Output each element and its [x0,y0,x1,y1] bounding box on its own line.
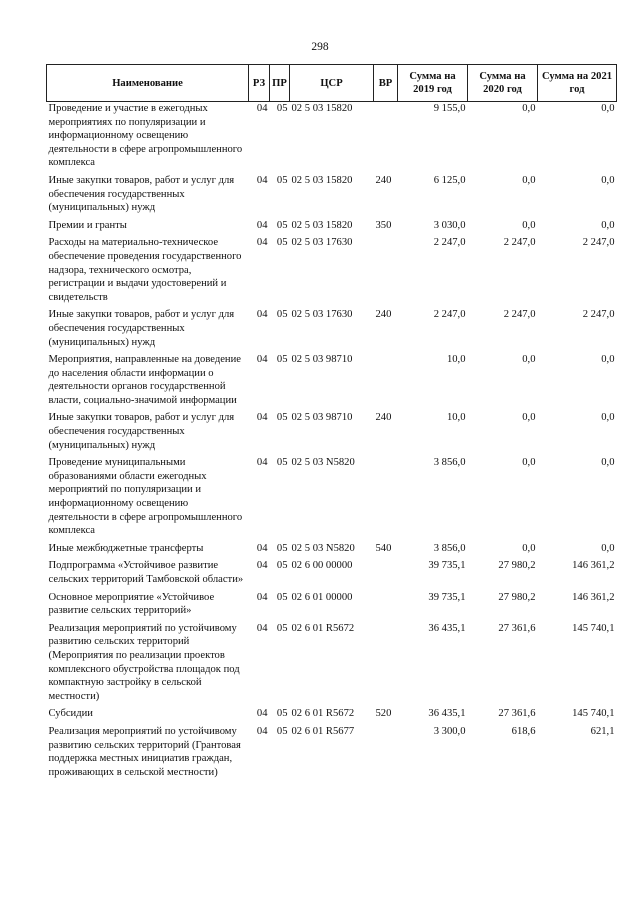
table-row [47,174,617,219]
header-name: Наименование [47,65,249,102]
row-vr [374,102,398,174]
row-name: Расходы на материально-техническое обеспечение проведения государственного надзора, технического осмотра, регистрации и выдачи удостоверений и свидетельств [48,237,242,303]
row-pr: 05 [276,591,288,603]
header-sum-2019: Сумма на 2019 год [398,65,468,102]
row-sum-2020: 0,0 [522,103,536,114]
row-sum-2019: 36 435,1 [428,708,466,720]
row-rz: 04 [256,354,268,366]
row-sum-2021: 0,0 [601,354,615,366]
row-sum-2021: 0,0 [601,174,615,186]
header-csr: ЦСР [290,65,374,102]
row-vr: 350 [375,219,392,231]
header-pr: ПР [270,65,290,102]
row-sum-2020: 27 361,6 [498,622,536,634]
row-pr: 05 [276,412,288,424]
row-name: Иные закупки товаров, работ и услуг для обеспечения государственных (муниципальных) нужд [48,174,235,214]
row-sum-2020: 27 980,2 [498,591,536,603]
row-name: Мероприятия, направленные на доведение до населения области информации о деятельности органов государственной власти, социально-значимой информации [48,354,241,406]
row-csr: 02 6 01 00000 [291,591,353,603]
row-sum-2020: 2 247,0 [503,237,536,249]
row-name: Реализация мероприятий по устойчивому развитию сельских территорий (Мероприятия по реализации проектов комплексного обустройства площадок под компактную застройку в сельской местности) [48,622,240,702]
row-sum-2019: 3 856,0 [433,457,466,469]
row-name: Проведение муниципальными образованиями области ежегодных мероприятий по популяризации и информационному освещению деятельности в сфере агропромышленного комплекса [48,457,243,537]
page-number: 298 [311,41,329,53]
row-rz: 04 [256,622,268,634]
row-sum-2021: 0,0 [601,542,615,554]
row-csr: 02 5 03 98710 [291,354,353,366]
row-pr: 05 [276,622,288,634]
row-sum-2020: 0,0 [522,412,536,424]
row-name: Иные закупки товаров, работ и услуг для обеспечения государственных (муниципальных) нужд [48,309,235,348]
row-rz: 04 [256,591,268,603]
row-csr: 02 5 03 17630 [291,309,353,321]
row-vr: 520 [375,708,392,720]
row-sum-2019: 39 735,1 [428,560,466,572]
row-sum-2021: 146 361,2 [572,560,615,572]
row-csr: 02 6 00 00000 [291,560,353,572]
row-rz: 04 [256,237,268,249]
row-csr: 02 5 03 N5820 [291,457,355,469]
row-rz: 04 [256,309,268,321]
row-rz: 04 [256,174,268,186]
table-row [47,622,617,708]
row-pr: 05 [276,542,288,554]
row-name: Премии и гранты [48,219,127,231]
row-sum-2020: 0,0 [522,174,536,186]
row-vr: 240 [375,174,392,186]
row-name: Основное мероприятие «Устойчивое развитие сельских территорий» [48,591,215,617]
budget-table [46,64,617,783]
row-rz: 04 [256,560,268,572]
table-row [47,707,617,725]
row-name: Иные межбюджетные трансферты [48,542,204,554]
table-row [47,219,617,237]
row-sum-2021: 0,0 [601,103,615,114]
table-row [47,353,617,411]
header-rz: РЗ [249,65,270,102]
row-csr: 02 5 03 15820 [291,103,353,114]
row-vr [374,725,398,783]
row-csr: 02 6 01 R5672 [291,622,355,634]
header-sum-2021: Сумма на 2021 год [538,65,617,102]
row-sum-2021: 0,0 [601,219,615,231]
row-vr [374,559,398,590]
row-sum-2019: 9 155,0 [433,103,466,114]
row-pr: 05 [276,560,288,572]
row-pr: 05 [276,354,288,366]
row-name: Подпрограмма «Устойчивое развитие сельских территорий Тамбовской области» [48,560,244,585]
row-sum-2020: 618,6 [511,725,536,737]
row-rz: 04 [256,457,268,469]
table-row [47,725,617,783]
row-rz: 04 [256,542,268,554]
row-csr: 02 5 03 15820 [291,219,353,231]
row-name: Реализация мероприятий по устойчивому развитию сельских территорий (Грантовая поддержка местных инициатив граждан, проживающих в сельской местности) [48,725,241,778]
header-vr: ВР [374,65,398,102]
row-pr: 05 [276,309,288,321]
row-sum-2019: 3 300,0 [433,725,466,737]
row-rz: 04 [256,412,268,424]
table-row [47,456,617,542]
row-sum-2020: 0,0 [522,542,536,554]
table-row [47,542,617,560]
row-csr: 02 5 03 98710 [291,412,353,424]
row-sum-2021: 2 247,0 [582,309,615,321]
row-pr: 05 [276,103,288,114]
row-name: Проведение и участие в ежегодных мероприятиях по популяризации и информационному освещению деятельности в сфере агропромышленного комплекса [48,103,243,169]
row-sum-2019: 6 125,0 [433,174,466,186]
table-row [47,591,617,622]
row-sum-2019: 10,0 [446,354,466,366]
row-csr: 02 6 01 R5677 [291,725,355,737]
row-pr: 05 [276,457,288,469]
row-name: Субсидии [48,708,93,720]
row-rz: 04 [256,708,268,720]
row-csr: 02 5 03 15820 [291,174,353,186]
row-sum-2021: 145 740,1 [572,708,615,720]
row-pr: 05 [276,708,288,720]
row-vr [374,353,398,411]
row-sum-2020: 0,0 [522,354,536,366]
row-rz: 04 [256,725,268,737]
row-sum-2020: 27 980,2 [498,560,536,572]
row-rz: 04 [256,219,268,231]
row-vr [374,236,398,308]
row-vr [374,456,398,542]
row-sum-2021: 621,1 [590,725,615,737]
row-sum-2019: 3 856,0 [433,542,466,554]
row-vr [374,622,398,708]
row-sum-2019: 36 435,1 [428,622,466,634]
row-name: Иные закупки товаров, работ и услуг для обеспечения государственных (муниципальных) нужд [48,412,235,451]
row-rz: 04 [256,103,268,114]
row-sum-2020: 27 361,6 [498,708,536,720]
row-sum-2020: 0,0 [522,219,536,231]
table-row [47,411,617,456]
row-vr: 540 [375,542,392,554]
row-pr: 05 [276,237,288,249]
row-csr: 02 5 03 N5820 [291,542,355,554]
row-sum-2019: 2 247,0 [433,237,466,249]
row-vr [374,591,398,622]
row-csr: 02 6 01 R5672 [291,708,355,720]
row-vr: 240 [375,412,392,424]
header-sum-2020: Сумма на 2020 год [468,65,538,102]
row-pr: 05 [276,725,288,737]
row-sum-2021: 145 740,1 [572,622,615,634]
row-pr: 05 [276,219,288,231]
table-row [47,236,617,308]
row-sum-2020: 0,0 [522,457,536,469]
table-header-row [47,65,617,102]
row-pr: 05 [276,174,288,186]
table-body [47,102,617,784]
row-sum-2019: 2 247,0 [433,309,466,321]
row-sum-2021: 2 247,0 [582,237,615,249]
table-row [47,559,617,590]
row-sum-2021: 0,0 [601,457,615,469]
row-csr: 02 5 03 17630 [291,237,353,249]
row-sum-2019: 3 030,0 [433,219,466,231]
table-row [47,308,617,353]
row-sum-2019: 10,0 [446,412,466,424]
row-sum-2019: 39 735,1 [428,591,466,603]
row-sum-2020: 2 247,0 [503,309,536,321]
row-vr: 240 [375,309,392,321]
row-sum-2021: 146 361,2 [572,591,615,603]
row-sum-2021: 0,0 [601,412,615,424]
table-row [47,102,617,174]
